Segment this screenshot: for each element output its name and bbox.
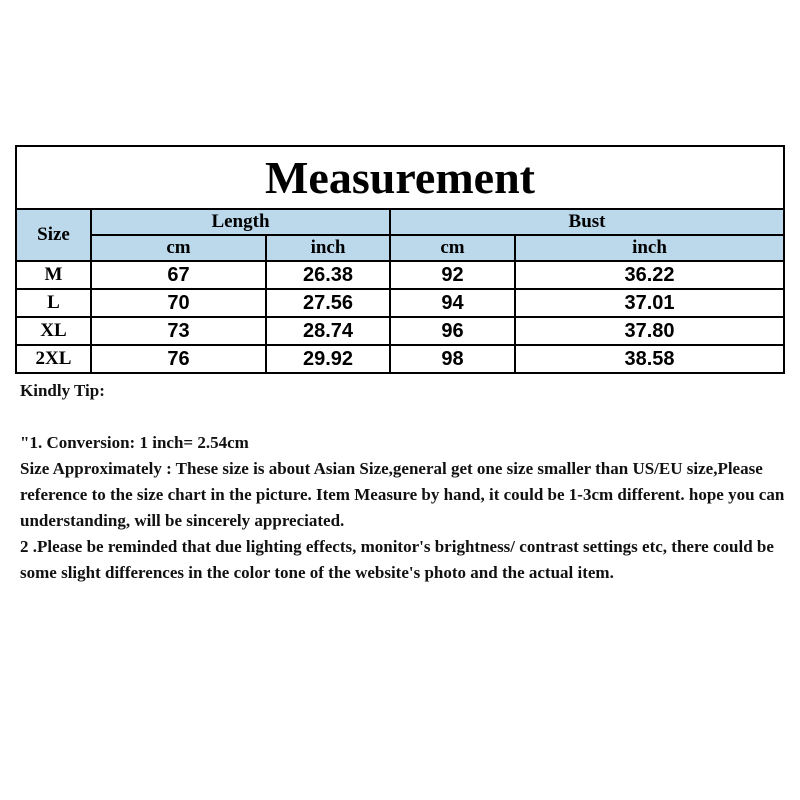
size-approx-note: Size Approximately : These size is about Asian Size,general get one size smaller than US/EU size,Please reference to the size chart in the picture. Item Measure by hand, it could be 1-3cm different. hope you can understanding, will be sincerely appreciated. bbox=[20, 459, 785, 530]
length-inch-header: inch bbox=[266, 235, 390, 261]
size-column-header: Size bbox=[16, 209, 91, 261]
bust-cm-cell: 96 bbox=[390, 317, 515, 345]
size-chart-table bbox=[15, 145, 785, 374]
chart-title: Measurement bbox=[16, 146, 784, 209]
title-row bbox=[16, 146, 784, 209]
table-row bbox=[16, 317, 784, 345]
bust-inch-header: inch bbox=[515, 235, 784, 261]
length-cm-cell: 70 bbox=[91, 289, 266, 317]
header-row-groups bbox=[16, 209, 784, 235]
size-cell: L bbox=[16, 289, 91, 317]
table-row bbox=[16, 261, 784, 289]
bust-inch-cell: 37.01 bbox=[515, 289, 784, 317]
bust-group-header: Bust bbox=[390, 209, 784, 235]
bust-cm-cell: 98 bbox=[390, 345, 515, 373]
bust-inch-cell: 37.80 bbox=[515, 317, 784, 345]
tip-label: Kindly Tip: bbox=[20, 381, 105, 400]
header-row-units bbox=[16, 235, 784, 261]
size-cell: XL bbox=[16, 317, 91, 345]
length-group-header: Length bbox=[91, 209, 390, 235]
color-reminder-note: 2 .Please be reminded that due lighting effects, monitor's brightness/ contrast settings etc, there could be some slight differences in the color tone of the website's photo and the actual item. bbox=[20, 537, 774, 582]
bust-cm-cell: 94 bbox=[390, 289, 515, 317]
length-inch-cell: 26.38 bbox=[266, 261, 390, 289]
size-cell: 2XL bbox=[16, 345, 91, 373]
notes-section bbox=[20, 378, 790, 586]
size-cell: M bbox=[16, 261, 91, 289]
bust-cm-header: cm bbox=[390, 235, 515, 261]
length-inch-cell: 28.74 bbox=[266, 317, 390, 345]
length-cm-cell: 76 bbox=[91, 345, 266, 373]
conversion-note: "1. Conversion: 1 inch= 2.54cm bbox=[20, 433, 249, 452]
spacer bbox=[20, 404, 790, 430]
bust-inch-cell: 36.22 bbox=[515, 261, 784, 289]
table-row bbox=[16, 345, 784, 373]
bust-inch-cell: 38.58 bbox=[515, 345, 784, 373]
length-cm-cell: 73 bbox=[91, 317, 266, 345]
length-cm-cell: 67 bbox=[91, 261, 266, 289]
length-inch-cell: 27.56 bbox=[266, 289, 390, 317]
bust-cm-cell: 92 bbox=[390, 261, 515, 289]
length-inch-cell: 29.92 bbox=[266, 345, 390, 373]
table-row bbox=[16, 289, 784, 317]
length-cm-header: cm bbox=[91, 235, 266, 261]
